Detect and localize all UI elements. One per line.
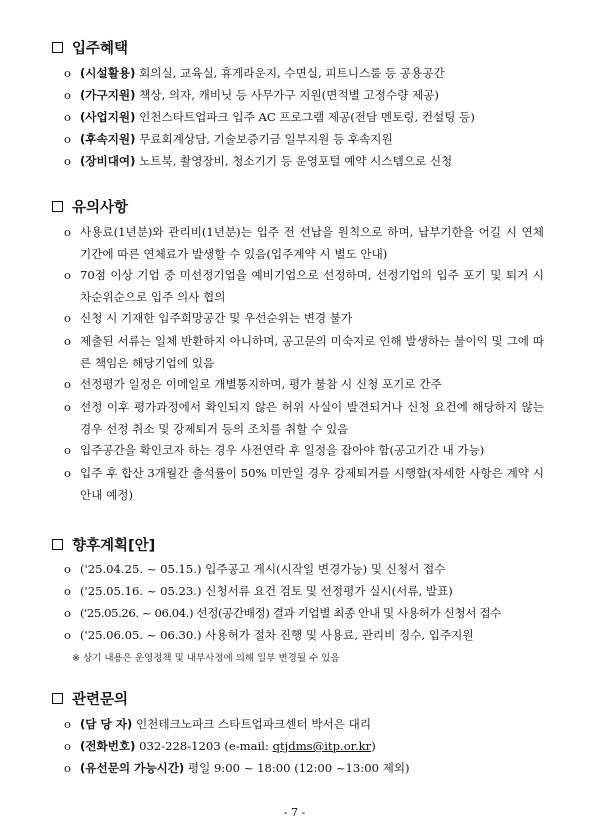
circle-bullet-icon: o	[64, 311, 71, 325]
list-item	[64, 624, 544, 646]
item-text: 선정평가 일정은 이메일로 개별통지하며, 평가 불참 시 신청 포기로 간주	[80, 377, 442, 391]
item-text: 70점 이상 기업 중 미선정기업을 예비기업으로 선정하며, 선정기업의 입주 포기 및 퇴거 시 차순위순으로 입주 의사 협의	[80, 268, 544, 304]
item-text: 무료회계상담, 기술보증기금 일부지원 등 후속지원	[135, 132, 393, 146]
circle-bullet-icon: o	[64, 377, 71, 391]
section-title-text: 유의사항	[72, 200, 129, 216]
square-bullet-icon	[52, 201, 63, 212]
square-bullet-icon	[52, 42, 63, 53]
list-item	[64, 558, 544, 580]
list-item	[64, 150, 544, 172]
item-text: 인천테크노파크 스타트업파크센터 박서은 대리	[132, 717, 372, 731]
item-text: 노트북, 촬영장비, 청소기기 등 운영포털 예약 시스템으로 신청	[135, 154, 453, 168]
item-text: 제출된 서류는 일체 반환하지 아니하며, 공고문의 미숙지로 인해 발생하는 불이익 및 그에 따른 책임은 해당기업에 있음	[80, 334, 544, 370]
circle-bullet-icon: o	[64, 154, 71, 168]
section-title-plan	[52, 534, 155, 555]
item-text: 평일 9:00 ~ 18:00 (12:00 ~13:00 제외)	[184, 761, 410, 775]
section-title-notes	[52, 196, 128, 217]
item-label: (시설활용)	[80, 66, 136, 80]
circle-bullet-icon: o	[64, 739, 71, 753]
item-suffix: )	[371, 739, 376, 753]
list-item	[64, 264, 544, 308]
list-item	[64, 602, 544, 624]
circle-bullet-icon: o	[64, 606, 71, 620]
square-bullet-icon	[52, 693, 63, 704]
section-title-contact	[52, 688, 128, 709]
email-link[interactable]: qtjdms@itp.or.kr	[272, 739, 372, 753]
circle-bullet-icon: o	[64, 66, 71, 80]
item-label: (전화번호)	[80, 739, 136, 753]
circle-bullet-icon: o	[64, 268, 71, 282]
circle-bullet-icon: o	[64, 466, 71, 480]
circle-bullet-icon: o	[64, 562, 71, 576]
circle-bullet-icon: o	[64, 717, 71, 731]
item-label: (장비대여)	[80, 154, 136, 168]
section-title-text: 입주혜택	[72, 41, 129, 57]
circle-bullet-icon: o	[64, 225, 71, 239]
list-item	[64, 735, 544, 757]
item-text: 책상, 의자, 캐비닛 등 사무가구 지원(면적별 고정수량 제공)	[135, 88, 439, 102]
section-title-text: 관련문의	[72, 692, 129, 708]
page-number: - 7 -	[283, 806, 306, 819]
circle-bullet-icon: o	[64, 628, 71, 642]
square-bullet-icon	[52, 539, 63, 550]
item-label: (후속지원)	[80, 132, 136, 146]
item-text: 사용료(1년분)와 관리비(1년분)는 입주 전 선납을 원칙으로 하며, 납부기한을 어길 시 연체기간에 따른 연체료가 발생할 수 있음(입주계약 시 별도 안내)	[80, 225, 544, 261]
list-item	[64, 307, 544, 329]
list-item	[64, 84, 544, 106]
list-item	[64, 396, 544, 440]
list-item	[64, 462, 544, 506]
list-item	[64, 713, 544, 735]
circle-bullet-icon: o	[64, 584, 71, 598]
circle-bullet-icon: o	[64, 110, 71, 124]
item-text: 입주 후 합산 3개월간 출석률이 50% 미만일 경우 강제퇴거를 시행함(자세한 사항은 계약 시 안내 예정)	[80, 466, 544, 502]
circle-bullet-icon: o	[64, 132, 71, 146]
circle-bullet-icon: o	[64, 443, 71, 457]
list-item	[64, 757, 544, 779]
item-text: ('25.06.05. ~ 06.30.) 사용허가 절차 진행 및 사용료, 관리비 징수, 입주지원	[80, 628, 474, 642]
item-text: 032-228-1203 (e-mail:	[135, 739, 273, 753]
list-item	[64, 62, 544, 84]
item-text: 입주공간을 확인코자 하는 경우 사전연락 후 일정을 잡아야 함(공고기간 내 가능)	[80, 443, 485, 457]
item-text: ('25.05.26. ~ 06.04.) 선정(공간배정) 결과 기업별 최종 안내 및 사용허가 신청서 접수	[80, 606, 501, 620]
footnote: ※ 상기 내용은 운영정책 및 내부사정에 의해 일부 변경될 수 있음	[72, 653, 340, 664]
item-label: (가구지원)	[80, 88, 136, 102]
circle-bullet-icon: o	[64, 761, 71, 775]
item-text: 선정 이후 평가과정에서 확인되지 않은 허위 사실이 발견되거나 신청 요건에 해당하지 않는 경우 선정 취소 및 강제퇴거 등의 조치를 취할 수 있음	[80, 400, 544, 436]
item-text: ('25.05.16. ~ 05.23.) 신청서류 요건 검토 및 선정평가 실시(서류, 발표)	[80, 584, 453, 598]
item-text: ('25.04.25. ~ 05.15.) 입주공고 게시(시작일 변경가능) 및 신청서 접수	[80, 562, 446, 576]
section-title-benefits	[52, 37, 128, 58]
item-label: (담 당 자)	[80, 717, 133, 731]
circle-bullet-icon: o	[64, 400, 71, 414]
list-item	[64, 221, 544, 265]
list-item	[64, 128, 544, 150]
item-label: (사업지원)	[80, 110, 136, 124]
list-item	[64, 580, 544, 602]
section-title-text: 향후계획[안]	[72, 538, 156, 554]
list-item	[64, 373, 544, 395]
item-label: (유선문의 가능시간)	[80, 761, 185, 775]
item-text: 인천스타트업파크 입주 AC 프로그램 제공(전담 멘토링, 컨설팅 등)	[135, 110, 475, 124]
circle-bullet-icon: o	[64, 88, 71, 102]
list-item	[64, 106, 544, 128]
item-text: 회의실, 교육실, 휴게라운지, 수면실, 피트니스룸 등 공용공간	[135, 66, 445, 80]
circle-bullet-icon: o	[64, 334, 71, 348]
item-text: 신청 시 기재한 입주희망공간 및 우선순위는 변경 불가	[80, 311, 353, 325]
list-item	[64, 439, 544, 461]
list-item	[64, 330, 544, 374]
